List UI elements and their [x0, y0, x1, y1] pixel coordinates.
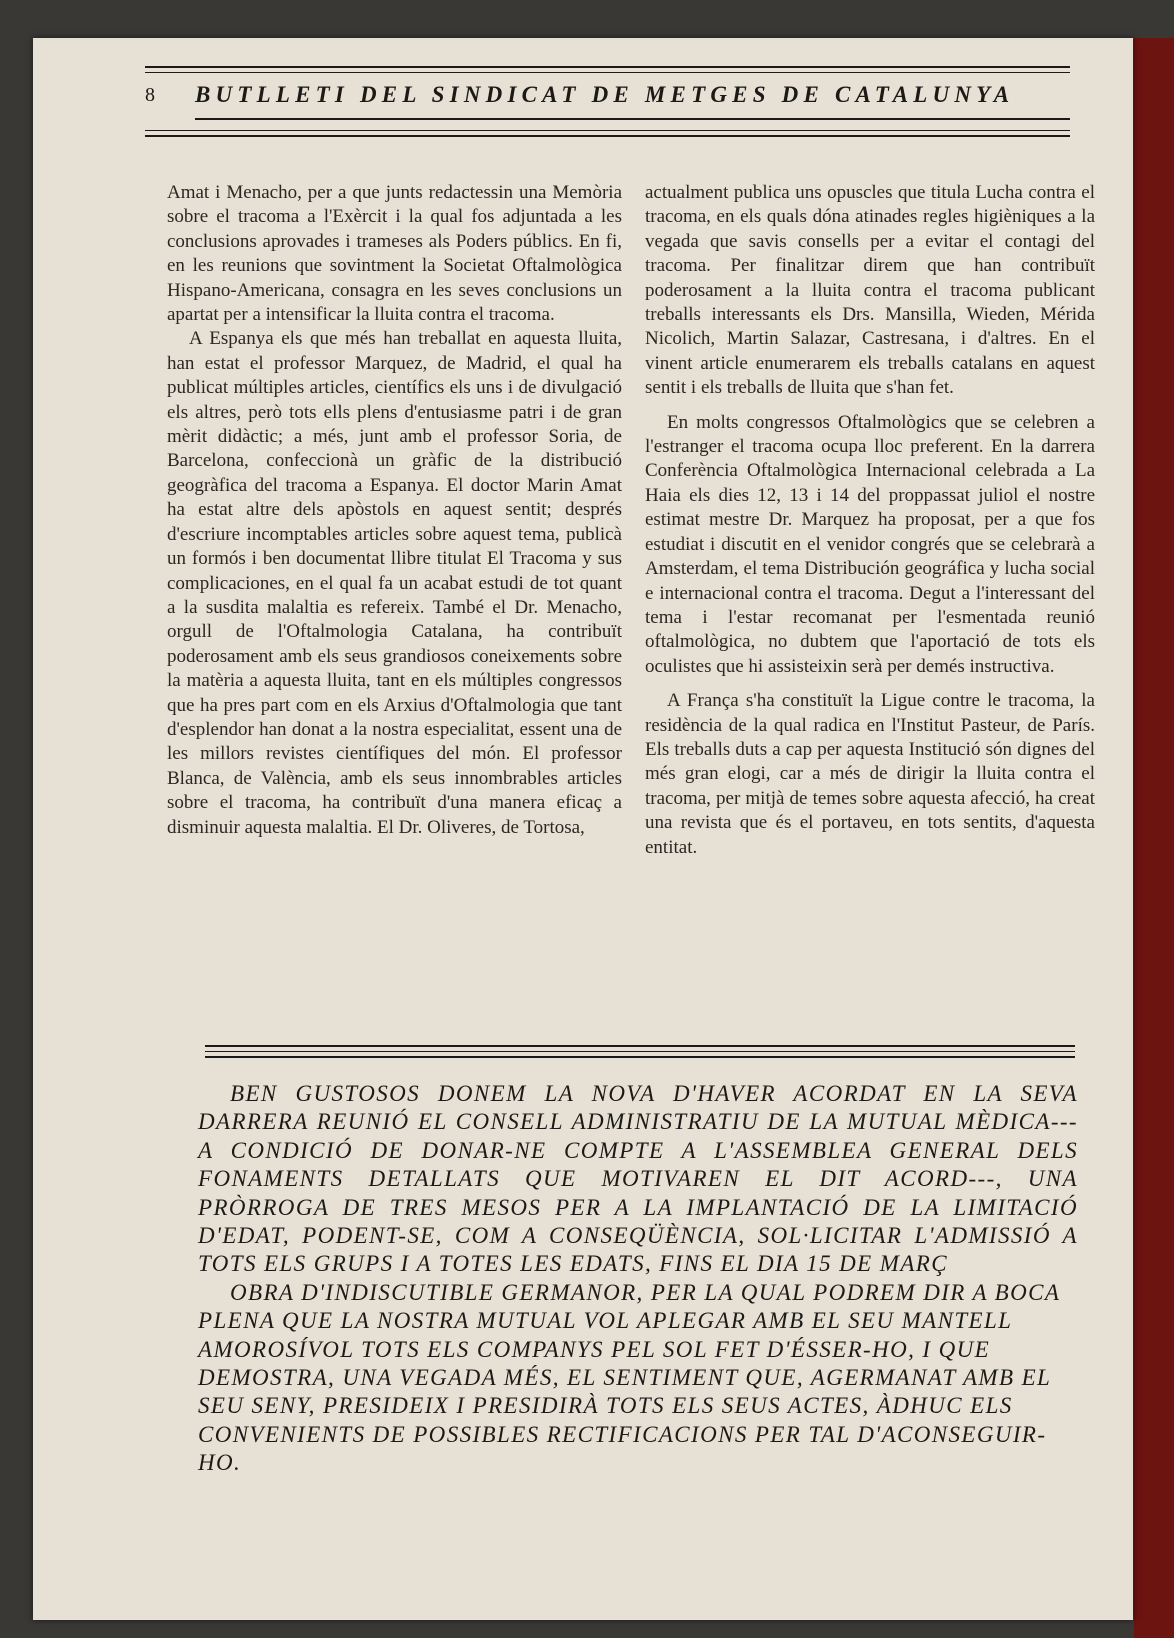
page-edge: [1134, 38, 1174, 1638]
header-rule-top: [145, 66, 1070, 68]
paragraph: A França s'ha constituït la Ligue contre le tracoma, la residència de la qual radica en l'Institut Pasteur, de París. Els treballs duts a cap per aquesta Institució són dignes del més gran elogi, car a més de dirigir la lluita contra el tracoma, per mitjà de temes sobre aquesta afecció, ha creat una revista que és el portaveu, en tots sentits, d'aquesta entitat.: [645, 690, 1095, 858]
header-rule-bottom: [145, 135, 1070, 137]
paragraph: A Espanya els que més han treballat en aquesta lluita, han estat el professor Marquez, de Madrid, el qual ha publicat múltiples articles, científics els uns i de divulgació els altres, però tots ells plens d'entusiasme patri i de gran mèrit didàctic; a més, junt amb el professor Soria, de Barcelona, confeccionà un gràfic de la distribució geogràfica del tracoma a Espanya. El doctor Marin Amat ha estat altre dels apòstols en aquest sentit; després d'escriure incomptables articles sobre aquest tema, publicà un formós i ben documentat llibre titulat El Tracoma y sus complicaciones, en el qual fa un acabat estudi de tot quant a la susdita malaltia es refereix. També el Dr. Menacho, orgull de l'Oftalmologia Catalana, ha contribuït poderosament amb els seus grandiosos coneixements sobre la matèria a aquesta lluita, tant en els múltiples congressos que ha pres part com en els Arxius d'Oftalmologia que tant d'esplendor han donat a la nostra especialitat, essent una de les millors revistes científiques del món. El professor Blanca, de València, amb els seus innombrables articles sobre el tracoma, ha contribuït d'una manera eficaç a disminuir aquesta malaltia. El Dr. Oliveres, de Tortosa,: [167, 328, 622, 838]
page-header: [145, 60, 1070, 140]
header-rule-bottom-thin: [145, 130, 1070, 131]
article-column-left: [167, 181, 622, 840]
running-title: BUTLLETI DEL SINDICAT DE METGES DE CATALUNYA: [195, 82, 1015, 107]
section-divider-mid: [205, 1051, 1075, 1052]
header-rule-mid: [195, 118, 1070, 120]
mutual-notice: [198, 1080, 1078, 1478]
paragraph: actualment publica uns opuscles que titula Lucha contra el tracoma, en els quals dóna atinades regles higièniques a la vegada que savis consells per a evitar el contagi del tracoma. Per finalitzar direm que han contribuït poderosament a la lluita contra el tracoma publicant treballs interessants els Drs. Mansilla, Wieden, Mérida Nicolich, Martin Salazar, Castresana, i d'altres. En el vinent article enumerarem els treballs catalans en aquest sentit i els treballs de lluita que s'han fet.: [645, 182, 1095, 399]
section-divider-bottom: [205, 1056, 1075, 1058]
notice-paragraph: BEN GUSTOSOS DONEM LA NOVA D'HAVER ACORDAT EN LA SEVA DARRERA REUNIÓ EL CONSELL ADMINISTRATIU DE LA MUTUAL MÈDICA---A CONDICIÓ DE DONAR-NE COMPTE A L'ASSEMBLEA GENERAL DELS FONAMENTS DETALLATS QUE MOTIVAREN EL DIT ACORD---, UNA PRÒRROGA DE TRES MESOS PER A LA IMPLANTACIÓ DE LA LIMITACIÓ D'EDAT, PODENT-SE, COM A CONSEQÜÈNCIA, SOL·LICITAR L'ADMISSIÓ A TOTS ELS GRUPS I A TOTES LES EDATS, FINS EL DIA 15 DE MARÇ: [198, 1081, 1078, 1277]
notice-paragraph: OBRA D'INDISCUTIBLE GERMANOR, PER LA QUAL PODREM DIR A BOCA PLENA QUE LA NOSTRA MUTUAL VOL APLEGAR AMB EL SEU MANTELL AMOROSÍVOL TOTS ELS COMPANYS PEL SOL FET D'ÉSSER-HO, I QUE DEMOSTRA, UNA VEGADA MÉS, EL SENTIMENT QUE, AGERMANAT AMB EL SEU SENY, PRESIDEIX I PRESIDIRÀ TOTS ELS SEUS ACTES, ÀDHUC ELS CONVENIENTS DE POSSIBLES RECTIFICACIONS PER TAL D'ACONSEGUIR-HO.: [198, 1279, 1060, 1476]
paragraph: En molts congressos Oftalmològics que se celebren a l'estranger el tracoma ocupa lloc preferent. En la darrera Conferència Oftalmològica Internacional celebrada a La Haia els dies 12, 13 i 14 del proppassat juliol el nostre estimat mestre Dr. Marquez ha proposat, per a que fos estudiat i discutit en el venidor congrés que se celebrarà a Amsterdam, el tema Distribución geográfica y lucha social e internacional contra el tracoma. Degut a l'interessant del tema i l'estar recomanat per l'esmentada reunió oftalmològica, no dubtem que l'aportació de tots els oculistes que hi assisteixin serà per demés instructiva.: [645, 411, 1095, 677]
header-rule-top-thin: [145, 72, 1070, 73]
article-column-right: [645, 181, 1095, 860]
section-divider-top: [205, 1045, 1075, 1047]
paragraph: Amat i Menacho, per a que junts redactessin una Memòria sobre el tracoma a l'Exèrcit i la qual fos adjuntada a les conclusions aprovades i trameses als Poders públics. En fi, en les reunions que sovintment la Societat Oftalmològica Hispano-Americana, consagra en les seves conclusions un apartat per a intensificar la lluita contra el tracoma.: [167, 182, 622, 326]
page-number: 8: [145, 84, 155, 106]
